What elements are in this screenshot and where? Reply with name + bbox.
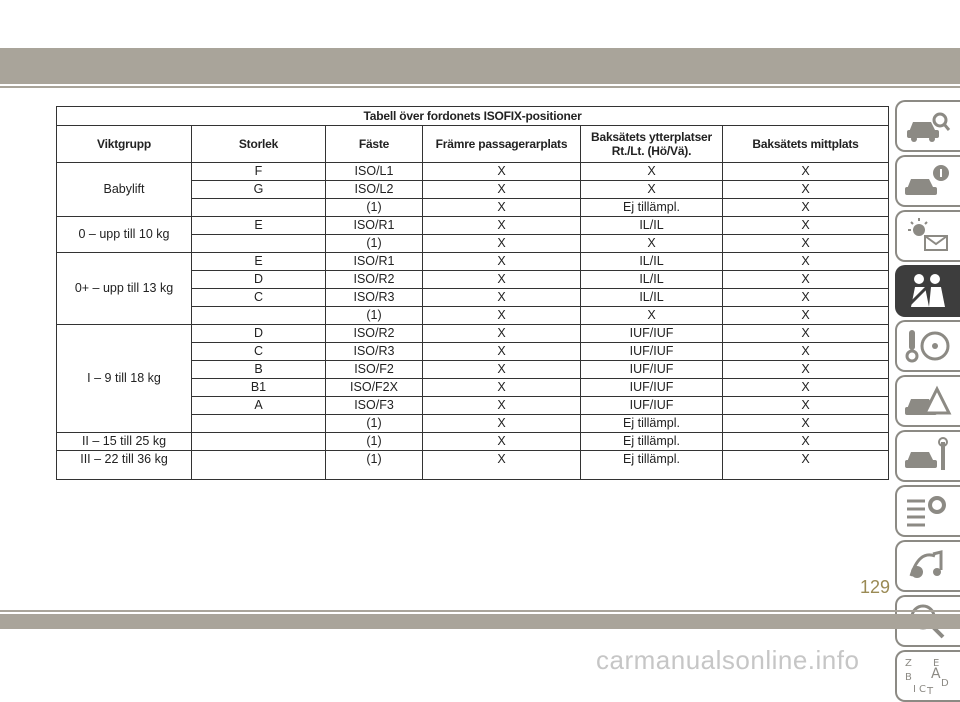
table-cell: ISO/F3 bbox=[326, 397, 423, 415]
table-cell: X bbox=[723, 379, 889, 397]
footer-rule bbox=[0, 610, 960, 612]
chapter-tab[interactable] bbox=[895, 265, 960, 317]
chapter-tab[interactable] bbox=[895, 485, 960, 537]
table-row bbox=[57, 325, 889, 343]
table-cell: X bbox=[423, 235, 581, 253]
table-cell: X bbox=[423, 307, 581, 325]
chapter-tab[interactable] bbox=[895, 155, 960, 207]
table-cell bbox=[192, 433, 326, 451]
table-cell: ISO/L1 bbox=[326, 163, 423, 181]
table-cell: X bbox=[581, 235, 723, 253]
header-rule bbox=[0, 86, 960, 88]
svg-text:D: D bbox=[941, 678, 949, 689]
table-cell: X bbox=[423, 199, 581, 217]
table-cell: X bbox=[723, 307, 889, 325]
chapter-tab[interactable] bbox=[895, 210, 960, 262]
column-header: Viktgrupp bbox=[57, 126, 192, 163]
table-cell: (1) bbox=[326, 199, 423, 217]
table-cell: X bbox=[723, 181, 889, 199]
table-row bbox=[57, 217, 889, 235]
table-cell: X bbox=[723, 289, 889, 307]
table-cell: X bbox=[723, 343, 889, 361]
table-cell: X bbox=[423, 163, 581, 181]
table-cell: Ej tillämpl. bbox=[581, 433, 723, 451]
svg-text:I: I bbox=[913, 684, 916, 695]
table-cell: X bbox=[723, 451, 889, 480]
table-cell: X bbox=[723, 361, 889, 379]
table-cell: ISO/F2X bbox=[326, 379, 423, 397]
table-cell: D bbox=[192, 325, 326, 343]
footer-band bbox=[0, 614, 960, 629]
table-cell: X bbox=[723, 199, 889, 217]
svg-text:Z: Z bbox=[905, 658, 912, 669]
table-cell bbox=[192, 451, 326, 480]
column-header: Främre passagerarplats bbox=[423, 126, 581, 163]
table-row bbox=[57, 163, 889, 181]
table-cell: X bbox=[723, 253, 889, 271]
table-cell: X bbox=[723, 433, 889, 451]
table-cell: A bbox=[192, 397, 326, 415]
table-cell: X bbox=[723, 325, 889, 343]
weight-group: I – 9 till 18 kg bbox=[57, 325, 192, 433]
table-cell: IUF/IUF bbox=[581, 379, 723, 397]
table-cell: (1) bbox=[326, 415, 423, 433]
table-cell: X bbox=[723, 235, 889, 253]
table-cell: F bbox=[192, 163, 326, 181]
table-cell bbox=[192, 235, 326, 253]
table-cell: ISO/R2 bbox=[326, 325, 423, 343]
table-cell: B1 bbox=[192, 379, 326, 397]
weight-group: III – 22 till 36 kg bbox=[57, 451, 192, 480]
table-cell: B bbox=[192, 361, 326, 379]
table-cell: ISO/R1 bbox=[326, 253, 423, 271]
table-cell: X bbox=[423, 397, 581, 415]
table-cell: X bbox=[423, 343, 581, 361]
table-cell: (1) bbox=[326, 433, 423, 451]
table-cell: X bbox=[423, 451, 581, 480]
table-cell: IUF/IUF bbox=[581, 343, 723, 361]
table-cell: X bbox=[723, 217, 889, 235]
table-cell: X bbox=[423, 217, 581, 235]
chapter-tab[interactable] bbox=[895, 540, 960, 592]
table-cell: X bbox=[423, 271, 581, 289]
chapter-tab[interactable] bbox=[895, 650, 960, 702]
chapter-tab[interactable] bbox=[895, 320, 960, 372]
table-cell: IL/IL bbox=[581, 271, 723, 289]
watermark: carmanualsonline.info bbox=[596, 645, 860, 675]
table-cell: D bbox=[192, 271, 326, 289]
table-cell: IUF/IUF bbox=[581, 397, 723, 415]
header-band bbox=[0, 48, 960, 84]
table-row bbox=[57, 451, 889, 480]
table-cell: X bbox=[723, 415, 889, 433]
weight-group: II – 15 till 25 kg bbox=[57, 433, 192, 451]
table-cell bbox=[192, 199, 326, 217]
svg-text:A: A bbox=[931, 666, 941, 682]
table-cell bbox=[192, 307, 326, 325]
chapter-tab[interactable] bbox=[895, 430, 960, 482]
isofix-table bbox=[56, 106, 889, 480]
svg-text:C: C bbox=[919, 684, 926, 695]
column-header: Baksätets mittplats bbox=[723, 126, 889, 163]
table-cell: IL/IL bbox=[581, 217, 723, 235]
table-cell: X bbox=[423, 361, 581, 379]
table-cell: G bbox=[192, 181, 326, 199]
weight-group: Babylift bbox=[57, 163, 192, 217]
chapter-tab[interactable] bbox=[895, 100, 960, 152]
table-cell: X bbox=[723, 163, 889, 181]
column-header: Fäste bbox=[326, 126, 423, 163]
table-cell: E bbox=[192, 217, 326, 235]
table-cell: Ej tillämpl. bbox=[581, 451, 723, 480]
table-cell: (1) bbox=[326, 451, 423, 480]
table-row bbox=[57, 433, 889, 451]
svg-text:B: B bbox=[905, 672, 912, 683]
table-cell: IL/IL bbox=[581, 289, 723, 307]
table-title: Tabell över fordonets ISOFIX-positioner bbox=[57, 107, 889, 126]
table-cell: X bbox=[423, 415, 581, 433]
table-cell: X bbox=[723, 271, 889, 289]
table-cell: IUF/IUF bbox=[581, 325, 723, 343]
table-cell bbox=[192, 415, 326, 433]
table-cell: X bbox=[423, 325, 581, 343]
table-cell: C bbox=[192, 343, 326, 361]
table-cell: ISO/F2 bbox=[326, 361, 423, 379]
table-cell: X bbox=[423, 433, 581, 451]
table-cell: ISO/R3 bbox=[326, 289, 423, 307]
page-number: 129 bbox=[860, 577, 891, 597]
column-header: Baksätets ytterplatser Rt./Lt. (Hö/Vä). bbox=[581, 126, 723, 163]
weight-group: 0 – upp till 10 kg bbox=[57, 217, 192, 253]
table-cell: ISO/R1 bbox=[326, 217, 423, 235]
table-cell: Ej tillämpl. bbox=[581, 415, 723, 433]
table-cell: X bbox=[581, 163, 723, 181]
column-header: Storlek bbox=[192, 126, 326, 163]
table-cell: X bbox=[581, 307, 723, 325]
svg-text:T: T bbox=[927, 686, 934, 696]
svg-text:E: E bbox=[933, 658, 940, 669]
table-cell: (1) bbox=[326, 307, 423, 325]
table-cell: ISO/L2 bbox=[326, 181, 423, 199]
table-cell: X bbox=[423, 379, 581, 397]
weight-group: 0+ – upp till 13 kg bbox=[57, 253, 192, 325]
table-cell: IUF/IUF bbox=[581, 361, 723, 379]
table-cell: IL/IL bbox=[581, 253, 723, 271]
table-cell: X bbox=[581, 181, 723, 199]
table-cell: C bbox=[192, 289, 326, 307]
table-cell: (1) bbox=[326, 235, 423, 253]
chapter-tab[interactable] bbox=[895, 375, 960, 427]
table-cell: ISO/R3 bbox=[326, 343, 423, 361]
table-cell: Ej tillämpl. bbox=[581, 199, 723, 217]
table-cell: X bbox=[423, 289, 581, 307]
table-cell: X bbox=[423, 181, 581, 199]
table-row bbox=[57, 253, 889, 271]
table-cell: E bbox=[192, 253, 326, 271]
table-cell: X bbox=[423, 253, 581, 271]
table-cell: X bbox=[723, 397, 889, 415]
table-cell: ISO/R2 bbox=[326, 271, 423, 289]
